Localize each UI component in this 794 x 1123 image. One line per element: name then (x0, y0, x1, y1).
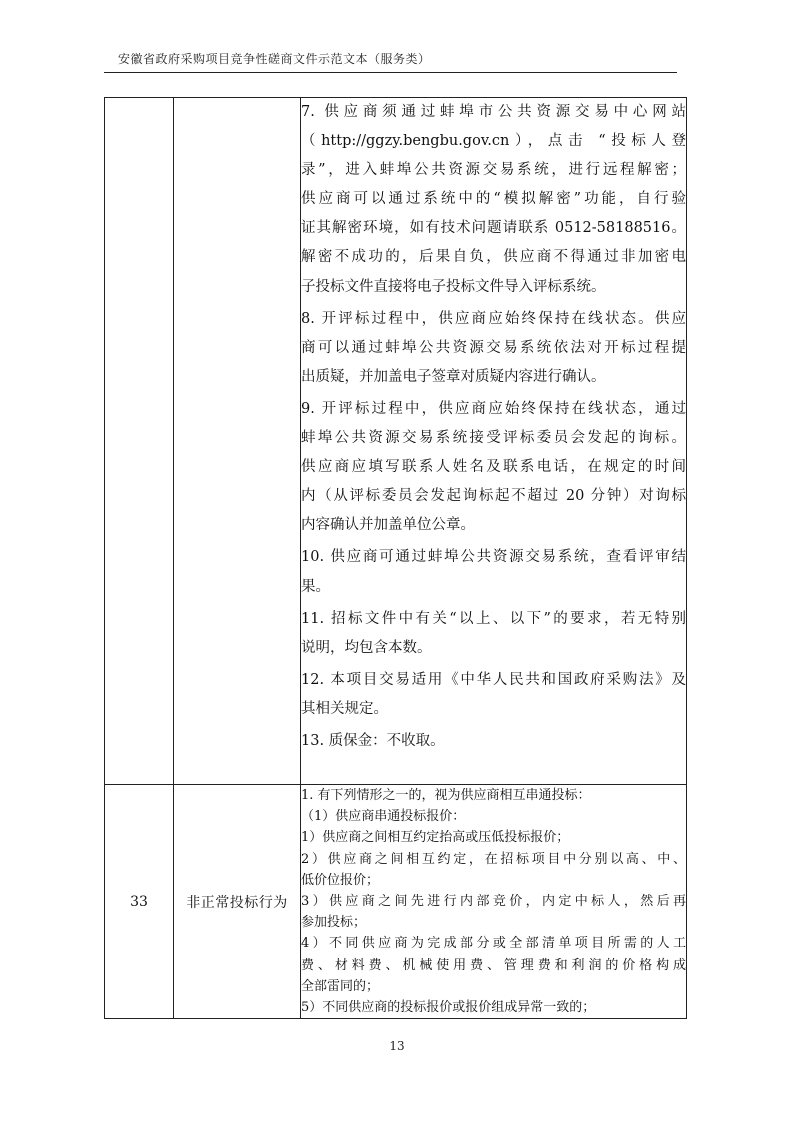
content-line: 12. 本项目交易适用《中华人民共和国政府采购法》及 (301, 671, 686, 688)
document-header: 安徽省政府采购项目竞争性磋商文件示范文本（服务类） (118, 52, 431, 66)
page-number: 13 (389, 1039, 405, 1053)
content-line: 果。 (301, 578, 330, 595)
row-content-cell (301, 98, 687, 785)
content-line: 13. 质保金：不收取。 (301, 732, 445, 749)
content-line: 8. 开评标过程中，供应商应始终保持在线状态。供应 (301, 310, 686, 327)
content-line: 商可以通过蚌埠公共资源交易系统依法对开标过程提 (301, 339, 686, 356)
content-line: 解密不成功的，后果自负，供应商不得通过非加密电 (301, 249, 686, 266)
content-line: 子投标文件直接将电子投标文件导入评标系统。 (301, 278, 606, 295)
row-name: 非正常投标行为 (174, 785, 301, 1019)
content-line: （1）供应商串通投标报价： (301, 809, 466, 825)
content-line: 其相关规定。 (301, 700, 388, 717)
content-line: 证其解密环境，如有技术问题请联系 0512-58188516。 (301, 220, 686, 237)
row-number-cell-empty (105, 98, 174, 785)
content-line: 4）不同供应商为完成部分或全部清单项目所需的人工 (301, 936, 686, 952)
content-line: 5）不同供应商的投标报价或报价组成异常一致的； (301, 999, 596, 1015)
content-line: 7. 供应商须通过蚌埠市公共资源交易中心网站 (301, 104, 686, 120)
content-line: 3）供应商之间先进行内部竞价，内定中标人，然后再 (301, 893, 686, 909)
content-line: 蚌埠公共资源交易系统接受评标委员会发起的询标。 (301, 430, 686, 447)
content-line: 供应商应填写联系人姓名及联系电话，在规定的时间 (301, 459, 686, 476)
content-line: 费、材料费、机械使用费、管理费和利润的价格构成 (301, 957, 686, 973)
content-line: 参加投标； (301, 915, 367, 931)
row-number: 33 (105, 785, 174, 1019)
content-line: 全部雷同的； (301, 978, 380, 994)
content-line: 录”，进入蚌埠公共资源交易系统，进行远程解密； (301, 162, 686, 179)
row-name-cell-empty (174, 98, 301, 785)
row-content-cell (301, 785, 687, 1019)
header-divider (104, 72, 677, 73)
content-line: 出质疑，并加盖电子签章对质疑内容进行确认。 (301, 368, 606, 385)
content-line: 内（从评标委员会发起询标起不超过 20 分钟）对询标 (301, 488, 686, 505)
content-line: 10. 供应商可通过蚌埠公共资源交易系统，查看评审结 (301, 549, 686, 566)
content-line: （http://ggzy.bengbu.gov.cn），点击 “投标人登 (301, 133, 686, 150)
content-line: 1. 有下列情形之一的，视为供应商相互串通投标： (301, 788, 591, 803)
content-line: 低价位报价； (301, 872, 380, 888)
content-line: 1）供应商之间相互约定抬高或压低投标报价； (301, 830, 570, 846)
content-line: 内容确认并加盖单位公章。 (301, 517, 475, 534)
content-line: 2）供应商之间相互约定，在招标项目中分别以高、中、 (301, 851, 686, 867)
table-row-continued (105, 98, 687, 785)
table-row-33 (105, 785, 687, 1019)
content-line: 供应商可以通过系统中的“模拟解密”功能，自行验 (301, 191, 686, 208)
content-line: 说明，均包含本数。 (301, 639, 432, 656)
requirements-table (104, 97, 687, 1019)
content-line: 11. 招标文件中有关“以上、以下”的要求，若无特别 (301, 610, 686, 627)
content-line: 9. 开评标过程中，供应商应始终保持在线状态，通过 (301, 400, 686, 417)
